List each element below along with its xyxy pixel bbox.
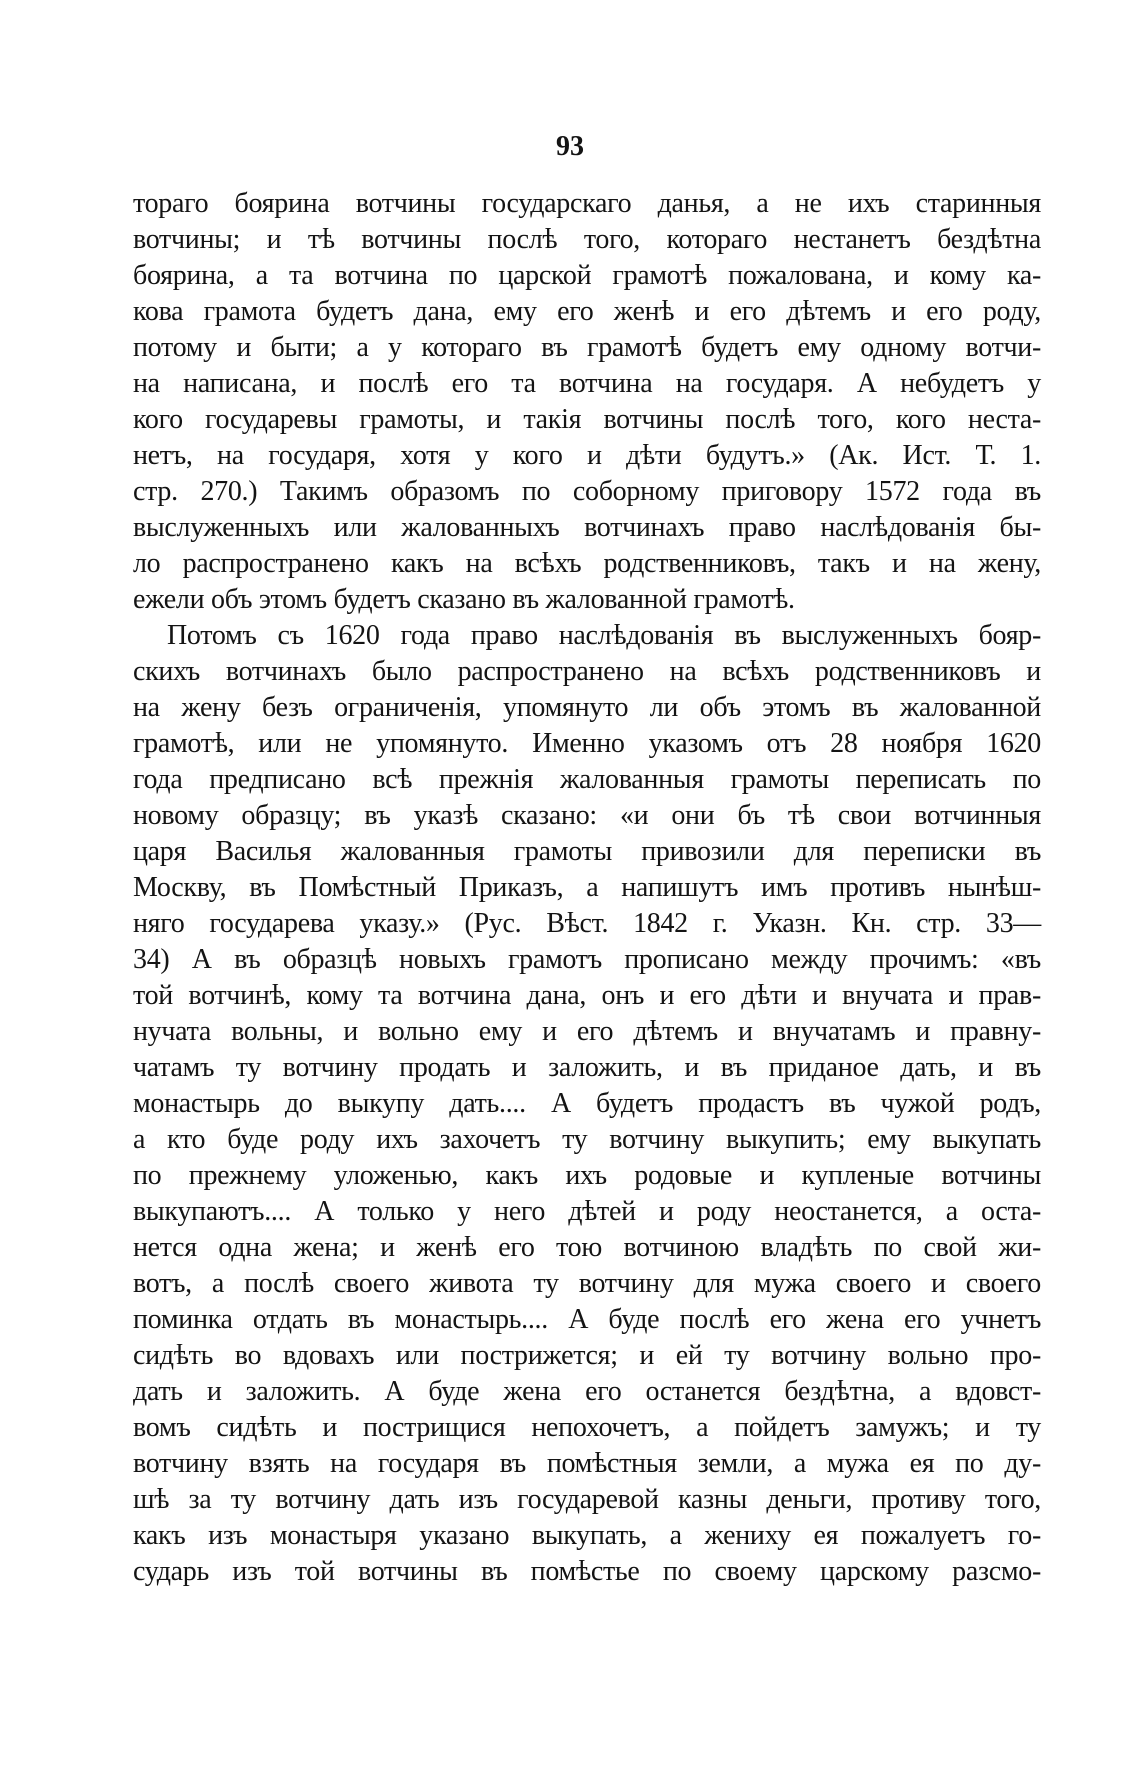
text-line: сударь изъ той вотчины въ помѣстье по своему царскому разсмо- (133, 1556, 1041, 1587)
text-line: боярина, а та вотчина по царской грамотѣ пожалована, и кому ка- (133, 260, 1041, 291)
text-line: стр. 270.) Такимъ образомъ по соборному приговору 1572 года въ (133, 476, 1041, 507)
text-line: скихъ вотчинахъ было распространено на всѣхъ родственниковъ и (133, 656, 1041, 687)
text-line: вотъ, а послѣ своего живота ту вотчину для мужа своего и своего (133, 1268, 1041, 1299)
text-line: монастырь до выкупу дать.... А будетъ продастъ въ чужой родъ, (133, 1088, 1041, 1119)
text-line: а кто буде роду ихъ захочетъ ту вотчину выкупить; ему выкупать (133, 1124, 1041, 1155)
text-line: выслуженныхъ или жалованныхъ вотчинахъ право наслѣдованія бы- (133, 512, 1041, 543)
text-line: чатамъ ту вотчину продать и заложить, и въ приданое дать, и въ (133, 1052, 1041, 1083)
text-line: потому и быти; а у котораго въ грамотѣ будетъ ему одному вотчи- (133, 332, 1041, 363)
text-line: нется одна жена; и женѣ его тою вотчиною владѣть по свой жи- (133, 1232, 1041, 1263)
text-line: той вотчинѣ, кому та вотчина дана, онъ и его дѣти и внучата и прав- (133, 980, 1041, 1011)
text-line: няго государева указу.» (Рус. Вѣст. 1842 г. Указн. Кн. стр. 33— (133, 908, 1041, 939)
text-line: 34) А въ образцѣ новыхъ грамотъ прописано между прочимъ: «въ (133, 944, 1041, 975)
text-line: Москву, въ Помѣстный Приказъ, а напишутъ имъ противъ нынѣш- (133, 872, 1041, 903)
text-line: тораго боярина вотчины государскаго данья, а не ихъ старинныя (133, 188, 1041, 219)
paragraph-1 (133, 186, 1041, 618)
text-line: на жену безъ ограниченія, упомянуто ли объ этомъ въ жалованной (133, 692, 1041, 723)
text-line: шѣ за ту вотчину дать изъ государевой казны деньги, противу того, (133, 1484, 1041, 1515)
text-line: Потомъ съ 1620 года право наслѣдованія въ выслуженныхъ бояр- (167, 620, 1041, 651)
text-body (133, 186, 1041, 1590)
page-number: 93 (556, 131, 584, 162)
text-line: дать и заложить. А буде жена его останется бездѣтна, а вдовст- (133, 1376, 1041, 1407)
text-line: вотчину взять на государя въ помѣстныя земли, а мужа ея по ду- (133, 1448, 1041, 1479)
text-line: поминка отдать въ монастырь.... А буде послѣ его жена его учнетъ (133, 1304, 1041, 1335)
text-line: ло распространено какъ на всѣхъ родственниковъ, такъ и на жену, (133, 548, 1041, 579)
text-line: ежели объ этомъ будетъ сказано въ жалованной грамотѣ. (133, 584, 795, 615)
text-line: по прежнему уложенью, какъ ихъ родовые и купленые вотчины (133, 1160, 1041, 1191)
text-line: вомъ сидѣть и пострищися непохочетъ, а пойдетъ замужъ; и ту (133, 1412, 1041, 1443)
paragraph-2 (133, 618, 1041, 1590)
text-line: грамотѣ, или не упомянуто. Именно указомъ отъ 28 ноября 1620 (133, 728, 1041, 759)
text-line: кова грамота будетъ дана, ему его женѣ и его дѣтемъ и его роду, (133, 296, 1041, 327)
text-line: вотчины; и тѣ вотчины послѣ того, котораго нестанетъ бездѣтна (133, 224, 1041, 255)
text-line: нучата вольны, и вольно ему и его дѣтемъ и внучатамъ и правну- (133, 1016, 1041, 1047)
text-line: года предписано всѣ прежнія жалованныя грамоты переписать по (133, 764, 1041, 795)
text-line: нетъ, на государя, хотя у кого и дѣти будутъ.» (Ак. Ист. Т. 1. (133, 440, 1041, 471)
text-line: какъ изъ монастыря указано выкупать, а жениху ея пожалуетъ го- (133, 1520, 1041, 1551)
text-line: кого государевы грамоты, и такія вотчины послѣ того, кого неста- (133, 404, 1041, 435)
text-line: новому образцу; въ указѣ сказано: «и они бъ тѣ свои вотчинныя (133, 800, 1041, 831)
text-line: царя Василья жалованныя грамоты привозили для переписки въ (133, 836, 1041, 867)
text-line: выкупаютъ.... А только у него дѣтей и роду неостанется, а оста- (133, 1196, 1041, 1227)
text-line: на написана, и послѣ его та вотчина на государя. А небудетъ у (133, 368, 1041, 399)
text-line: сидѣть во вдовахъ или пострижется; и ей ту вотчину вольно про- (133, 1340, 1041, 1371)
